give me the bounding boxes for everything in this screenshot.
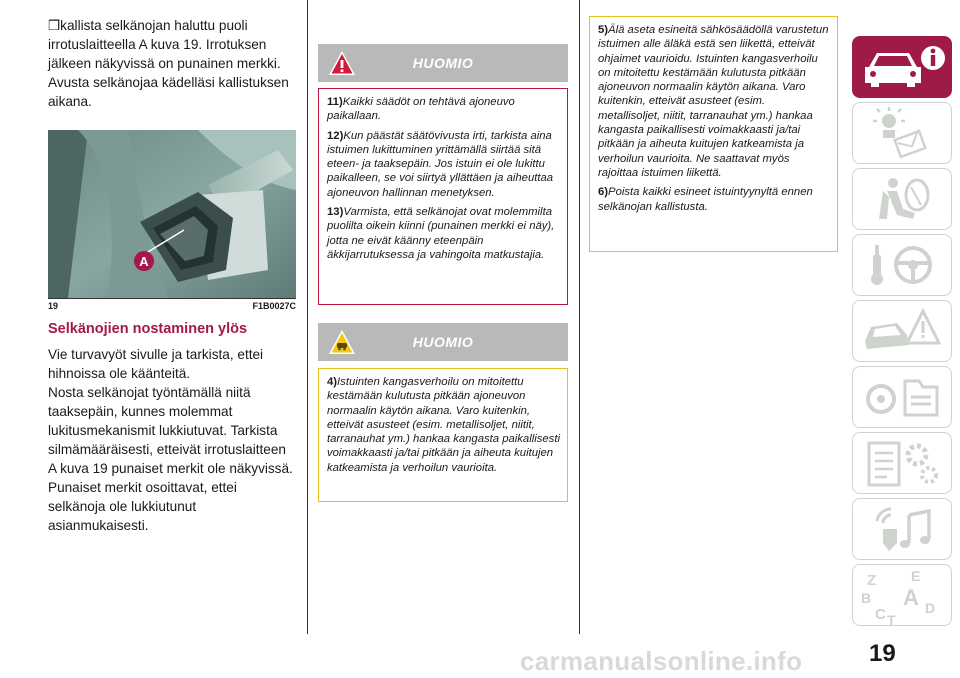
figure-code: F1B0027C — [252, 301, 296, 311]
svg-text:E: E — [911, 568, 921, 584]
svg-text:T: T — [887, 612, 896, 627]
caution-item: 5)Älä aseta esineitä sähkösäädöllä varustetun istuimen alle äläkä estä sen liikettä, etteivät ohjaimet vaurioidu. Istuinten kangasverhoilu on mitoitettu kestämään kulutusta pitkään ajoneuvon normaalin käytön aikana. Varo kuitenkin, etteivät asusteet (esim. metallisoljet, niitit, tarranauhat ym.) hankaa kangasta paikallisesti voimakkaasti ja/tai pitkään ja aiheuta kuitujen katkeamista ja verhoilun vaurioita. Ne saattavat myös rajoittaa istuimen liikettä. — [598, 24, 829, 179]
warning-title-2: HUOMIO — [412, 334, 474, 350]
warning-header-1 — [318, 44, 568, 82]
sidebar-tab-multimedia[interactable] — [852, 498, 952, 560]
svg-text:D: D — [925, 600, 936, 616]
figure-19 — [48, 130, 296, 313]
watermark: carmanualsonline.info — [520, 646, 803, 676]
dashboard-lights-icon — [853, 103, 953, 165]
warning-item: 13)Varmista, että selkänojat ovat molemmilta puolilta oikein kiinni (punainen merkki ei näy), jotta ne eivät käänny eteenpäin äkkijarrutuksessa ja vahingoita matkustajia. — [327, 206, 555, 261]
index-icon — [853, 565, 953, 627]
page-number: 19 — [869, 640, 896, 667]
caution-box-1 — [318, 368, 568, 502]
sidebar-tab-key-steering[interactable] — [852, 234, 952, 296]
svg-text:B: B — [861, 590, 872, 606]
seat-airbag-icon — [853, 169, 953, 231]
column-divider-2 — [579, 0, 580, 634]
callout-a-label: A — [139, 254, 149, 269]
warning-box-1 — [318, 88, 568, 305]
sidebar-tab-maintenance[interactable] — [852, 432, 952, 494]
sidebar-tab-car-info[interactable] — [852, 36, 952, 98]
figure-number: 19 — [48, 301, 59, 311]
column-divider-1 — [307, 0, 308, 634]
warning-header-2 — [318, 323, 568, 361]
multimedia-icon — [853, 499, 953, 561]
sidebar-tab-seat-airbag[interactable] — [852, 168, 952, 230]
sidebar-tab-index[interactable] — [852, 564, 952, 626]
sidebar-tab-car-warning[interactable] — [852, 300, 952, 362]
warning-title-1: HUOMIO — [412, 55, 474, 71]
emergency-icon — [853, 367, 953, 429]
caution-box-2 — [589, 16, 838, 252]
car-info-icon — [853, 37, 953, 99]
maintenance-icon — [853, 433, 953, 495]
section-title: Selkänojien nostaminen ylös — [48, 321, 248, 337]
caution-item: 4)Istuinten kangasverhoilu on mitoitettu kestämään kulutusta pitkään ajoneuvon normaalin käytön aikana. Varo kuitenkin, etteivät asusteet (esim. metallisoljet, niitit, tarranauhat ym.) hankaa kangasta paikallisesti voimakkaasti ja/tai pitkään ja aiheuta kuitujen katkeamista ja verhoilun vaurioita. — [327, 376, 560, 474]
svg-text:A: A — [903, 585, 919, 610]
car-warning-icon — [853, 301, 953, 363]
seat-release-photo — [48, 130, 296, 298]
sidebar-tab-emergency[interactable] — [852, 366, 952, 428]
warning-item: 11)Kaikki säädöt on tehtävä ajoneuvo paikallaan. — [327, 96, 515, 123]
intro-text: ❒kallista selkänojan haluttu puoli irrotuslaitteella A kuva 19. Irrotuksen jälkeen näkyvissä on punainen merkki. Avusta selkänojaa kädelläsi kallistuksen aikana. — [48, 18, 289, 109]
warning-item: 12)Kun päästät säätövivusta irti, tarkista aina istuimen lukittuminen yrittämällä siirtää sitä eteen- ja taaksepäin. Jos istuin ei ole lukittu paikalleen, se voi siirtyä yllättäen ja aiheuttaa ajoneuvon hallinnan menetyksen. — [327, 129, 554, 199]
section-paragraph: Vie turvavyöt sivulle ja tarkista, ettei hihnoissa ole käänteitä. Nosta selkänojat työntämällä niitä taaksepäin, kunnes molemmat lukitusmekanismit lukkiutuvat. Tarkista silmämääräisesti, etteivät irrotuslaitteen A kuva 19 punaiset merkit ole näkyvissä. Punaiset merkit osoittavat, ettei selkänoja ole lukkiutunut asianmukaisesti. — [48, 347, 293, 533]
key-steering-wheel-icon — [853, 235, 953, 297]
svg-text:C: C — [875, 606, 886, 623]
caution-item: 6)Poista kaikki esineet istuintyynyltä ennen selkänojan kallistusta. — [598, 186, 813, 213]
sidebar-tab-dashboard-lights[interactable] — [852, 102, 952, 164]
svg-text:Z: Z — [867, 572, 877, 589]
